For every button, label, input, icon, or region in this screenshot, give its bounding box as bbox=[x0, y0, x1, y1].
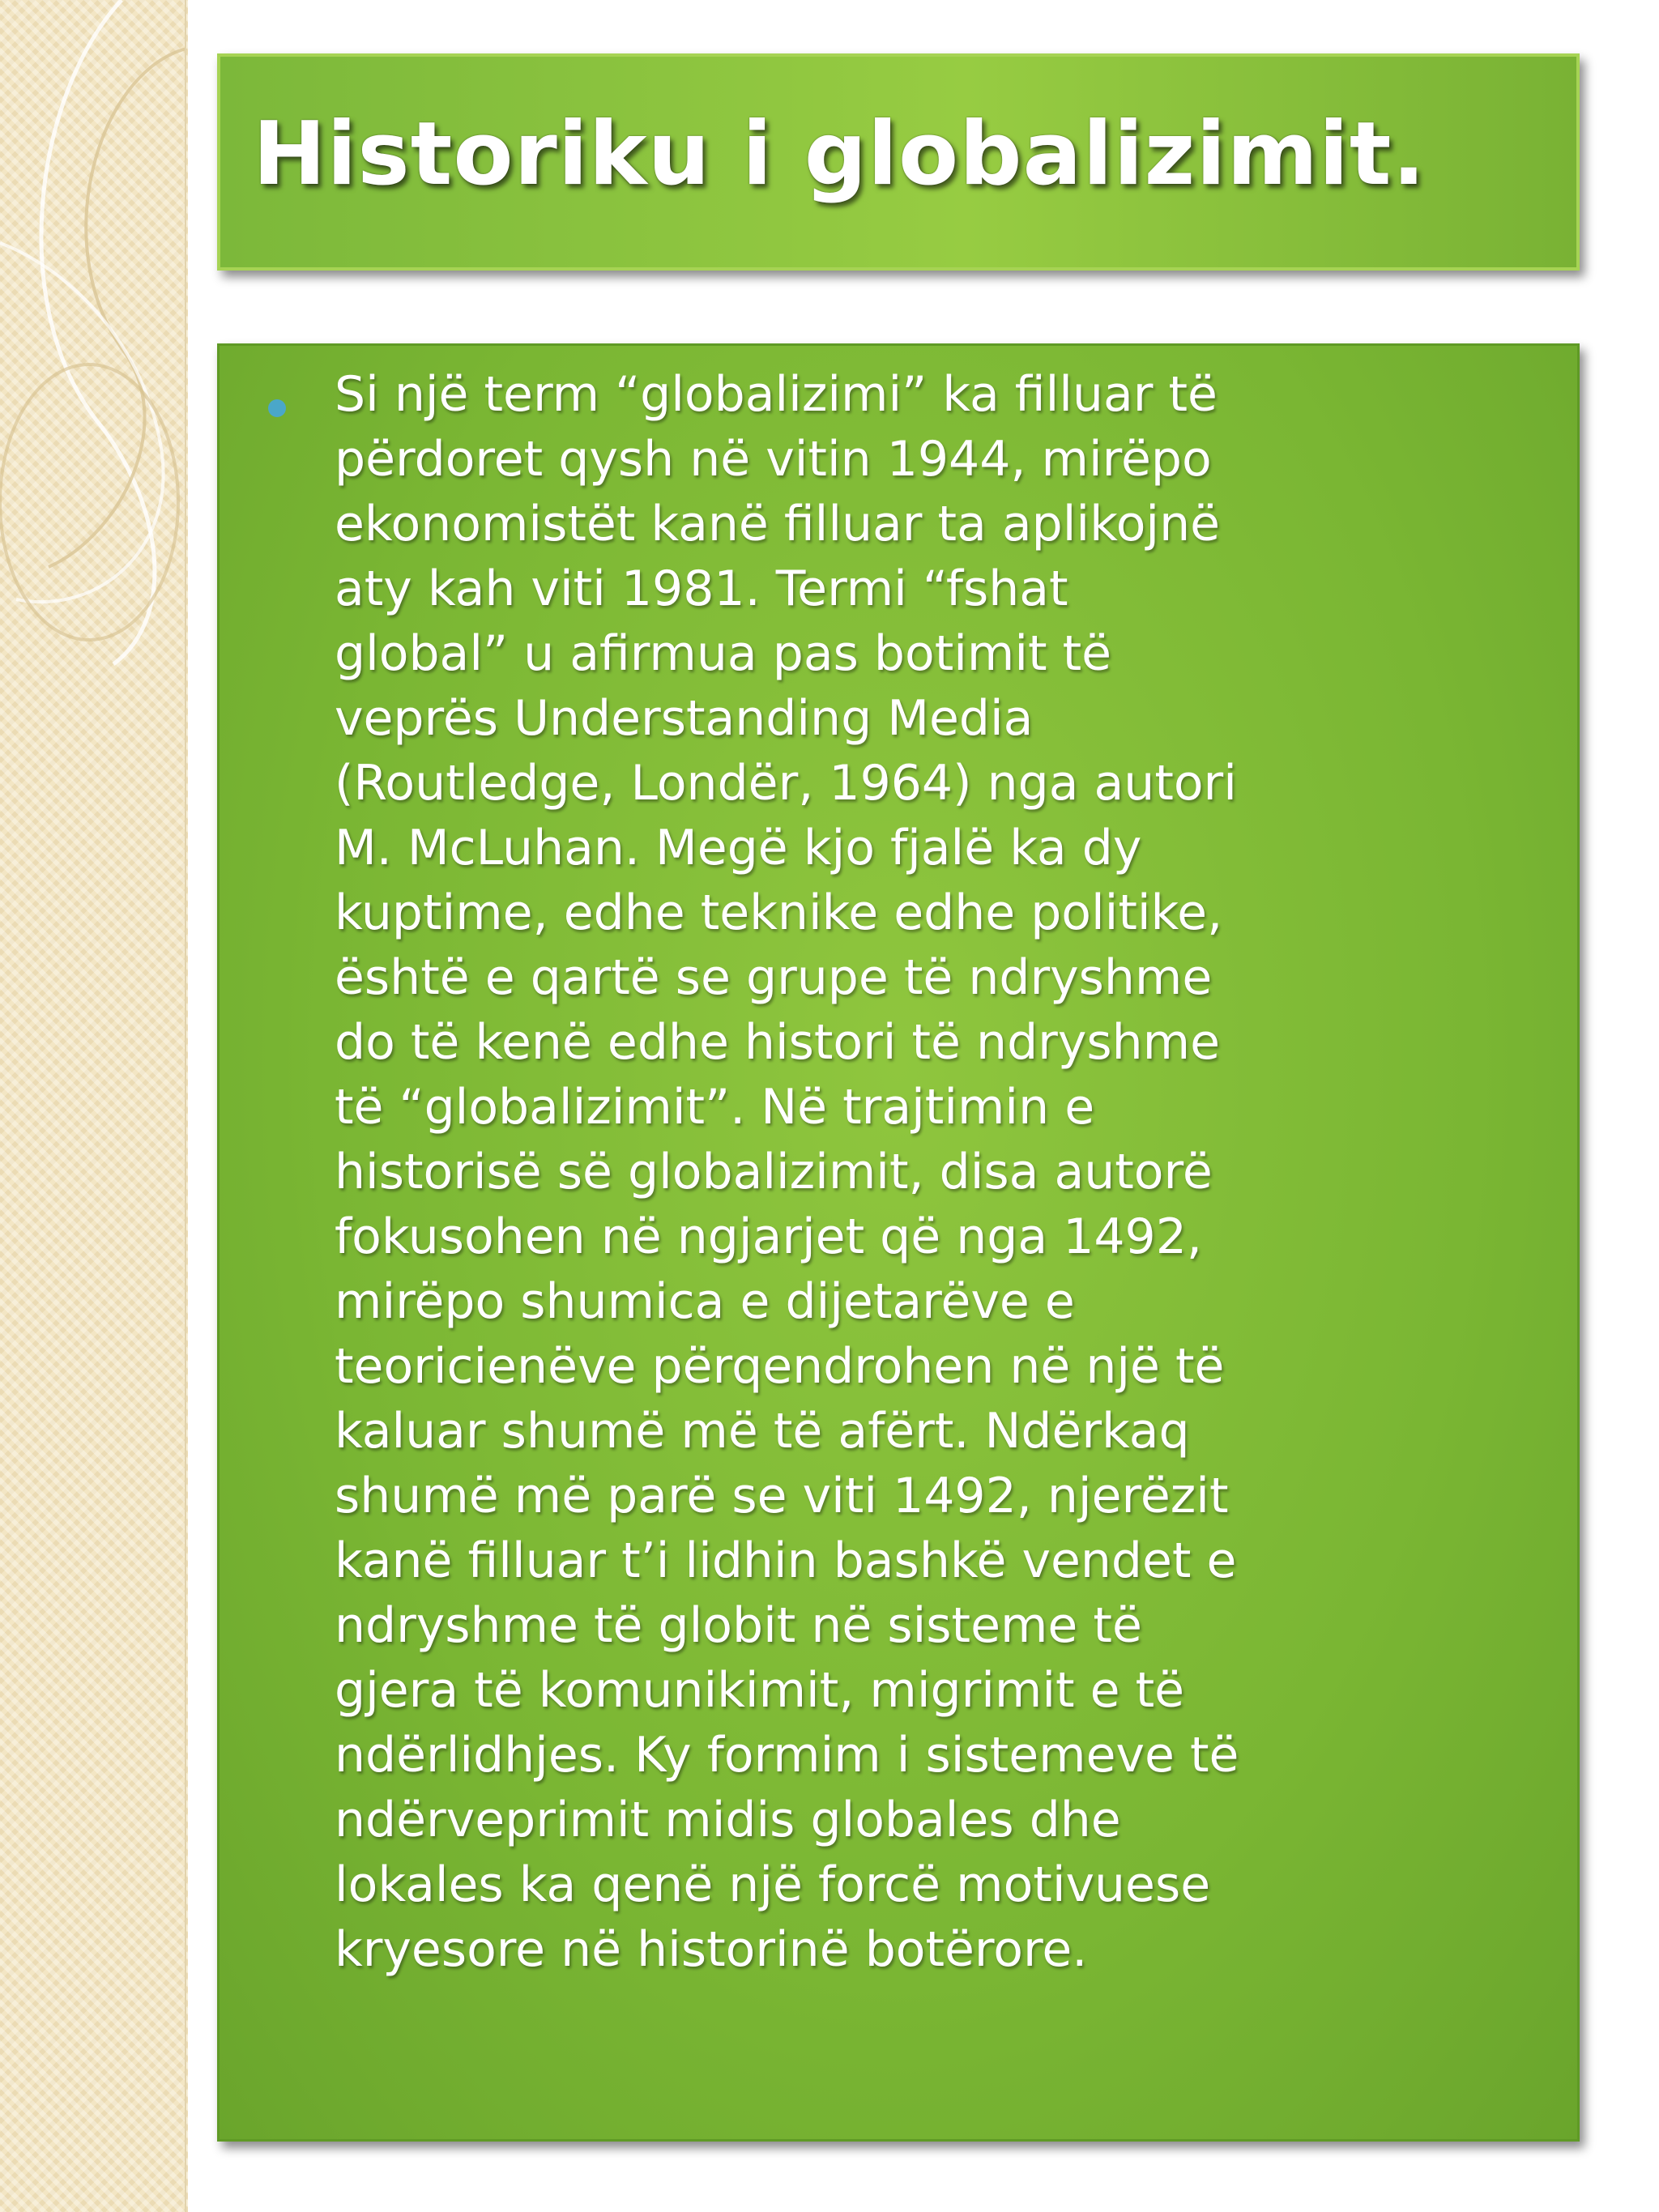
body-line: kanë filluar t’i lidhin bashkë vendet e bbox=[335, 1532, 1237, 1589]
body-line: ndryshme të globit në sisteme të bbox=[335, 1597, 1142, 1654]
body-line: të “globalizimit”. Në trajtimin e bbox=[335, 1079, 1095, 1136]
body-line: mirëpo shumica e dijetarëve e bbox=[335, 1273, 1075, 1330]
body-line: teoricienëve përqendrohen në një të bbox=[335, 1338, 1225, 1395]
body-line: gjera të komunikimit, migrimit e të bbox=[335, 1662, 1185, 1719]
body-line: (Routledge, Londër, 1964) nga autori bbox=[335, 755, 1237, 812]
swirl-decoration-icon bbox=[0, 0, 188, 2212]
content-panel bbox=[217, 343, 1580, 2142]
body-line: kryesore në historinë botërore. bbox=[335, 1921, 1088, 1978]
body-line: veprës Understanding Media bbox=[335, 690, 1034, 747]
title-banner bbox=[217, 53, 1580, 271]
slide-title: Historiku i globalizimit. bbox=[253, 104, 1427, 205]
body-line: aty kah viti 1981. Termi “fshat bbox=[335, 560, 1068, 617]
body-line: do të kenë edhe histori të ndryshme bbox=[335, 1014, 1220, 1071]
body-line: fokusohen në ngjarjet që nga 1492, bbox=[335, 1208, 1202, 1265]
decorative-side-band bbox=[0, 0, 188, 2212]
body-line: lokales ka qenë një forcë motivuese bbox=[335, 1856, 1211, 1913]
body-line: Si një term “globalizimi” ka filluar të bbox=[335, 366, 1218, 423]
body-line: kaluar shumë më të afërt. Ndërkaq bbox=[335, 1403, 1190, 1460]
body-line: përdoret qysh në vitin 1944, mirëpo bbox=[335, 431, 1212, 488]
bullet-icon bbox=[268, 399, 286, 417]
body-line: global” u afirmua pas botimit të bbox=[335, 625, 1112, 682]
body-line: është e qartë se grupe të ndryshme bbox=[335, 949, 1213, 1006]
body-line: kuptime, edhe teknike edhe politike, bbox=[335, 884, 1223, 941]
body-line: ndërlidhjes. Ky formim i sistemeve të bbox=[335, 1727, 1239, 1784]
body-line: ndërveprimit midis globales dhe bbox=[335, 1792, 1121, 1848]
body-line: historisë së globalizimit, disa autorë bbox=[335, 1144, 1213, 1200]
body-line: shumë më parë se viti 1492, njerëzit bbox=[335, 1468, 1229, 1524]
body-line: ekonomistët kanë filluar ta aplikojnë bbox=[335, 496, 1221, 552]
side-band-edge bbox=[185, 0, 186, 2212]
body-line: M. McLuhan. Megë kjo fjalë ka dy bbox=[335, 820, 1142, 876]
body-paragraph bbox=[335, 362, 1550, 1982]
